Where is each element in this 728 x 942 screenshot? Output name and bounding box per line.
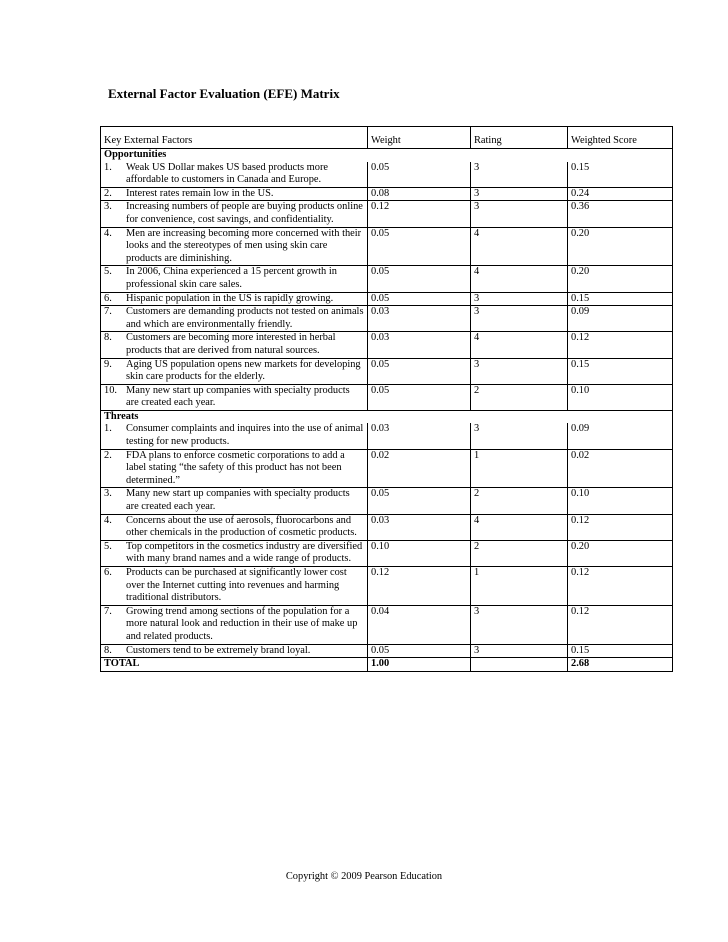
weight-cell: 0.03 <box>368 332 471 358</box>
total-weight: 1.00 <box>368 658 471 672</box>
factor-cell <box>101 227 368 266</box>
weight-cell: 0.03 <box>368 423 471 449</box>
rating-cell: 1 <box>471 567 568 606</box>
section-row-opportunities <box>101 149 673 162</box>
factor-cell <box>101 332 368 358</box>
factor-number: 3. <box>104 201 112 213</box>
rating-cell: 1 <box>471 449 568 488</box>
factor-cell <box>101 567 368 606</box>
section-label-threats: Threats <box>101 410 673 423</box>
factor-number: 3. <box>104 488 112 500</box>
total-rating <box>471 658 568 672</box>
weighted-score-cell: 0.15 <box>568 162 673 188</box>
weighted-score-cell: 0.15 <box>568 292 673 306</box>
factor-number: 1. <box>104 423 112 435</box>
rating-cell: 3 <box>471 292 568 306</box>
factor-number: 4. <box>104 514 112 526</box>
weighted-score-cell: 0.12 <box>568 567 673 606</box>
header-row <box>101 127 673 149</box>
factor-text: Customers are becoming more interested in herbal products that are derived from natural sources. <box>126 332 336 356</box>
factor-cell <box>101 605 368 644</box>
rating-cell: 3 <box>471 187 568 201</box>
weight-cell: 0.05 <box>368 266 471 292</box>
factor-text: In 2006, China experienced a 15 percent growth in professional skin care sales. <box>126 266 337 290</box>
weight-cell: 0.10 <box>368 540 471 566</box>
rating-cell: 3 <box>471 423 568 449</box>
factor-text: Concerns about the use of aerosols, fluorocarbons and other chemicals in the production of cosmetic products. <box>126 514 357 539</box>
factor-text: Weak US Dollar makes US based products more affordable to customers in Canada and Europe. <box>126 161 329 186</box>
opportunities-row <box>101 162 673 188</box>
factor-text: FDA plans to enforce cosmetic corporations to add a label stating “the safety of this product has not been determined.” <box>126 449 345 486</box>
rating-cell: 2 <box>471 540 568 566</box>
weight-cell: 0.05 <box>368 384 471 410</box>
threats-row <box>101 488 673 514</box>
factor-number: 5. <box>104 540 112 552</box>
total-label: TOTAL <box>101 658 368 672</box>
weighted-score-cell: 0.02 <box>568 449 673 488</box>
weight-cell: 0.05 <box>368 488 471 514</box>
header-weight: Weight <box>368 127 471 149</box>
weight-cell: 0.08 <box>368 187 471 201</box>
weight-cell: 0.02 <box>368 449 471 488</box>
copyright-footer: Copyright © 2009 Pearson Education <box>285 871 443 882</box>
opportunities-row <box>101 187 673 201</box>
header-weighted-score: Weighted Score <box>568 127 673 149</box>
weighted-score-cell: 0.12 <box>568 514 673 540</box>
header-rating: Rating <box>471 127 568 149</box>
factor-text: Customers tend to be extremely brand loyal. <box>126 644 311 656</box>
factor-text: Products can be purchased at significantly lower cost over the Internet cutting into revenues and harming traditional distributors. <box>126 567 347 604</box>
factor-text: Hispanic population in the US is rapidly growing. <box>126 292 334 304</box>
weighted-score-cell: 0.20 <box>568 266 673 292</box>
weighted-score-cell: 0.24 <box>568 187 673 201</box>
weighted-score-cell: 0.12 <box>568 332 673 358</box>
rating-cell: 2 <box>471 384 568 410</box>
total-weighted-score: 2.68 <box>568 658 673 672</box>
weight-cell: 0.05 <box>368 292 471 306</box>
weighted-score-cell: 0.10 <box>568 488 673 514</box>
opportunities-row <box>101 227 673 266</box>
rating-cell: 4 <box>471 514 568 540</box>
factor-number: 8. <box>104 332 112 344</box>
rating-cell: 3 <box>471 201 568 227</box>
opportunities-row <box>101 292 673 306</box>
weighted-score-cell: 0.15 <box>568 358 673 384</box>
weight-cell: 0.05 <box>368 358 471 384</box>
factor-number: 2. <box>104 449 112 461</box>
factor-cell <box>101 488 368 514</box>
factor-cell <box>101 266 368 292</box>
page-title: External Factor Evaluation (EFE) Matrix <box>108 86 340 101</box>
opportunities-row <box>101 384 673 410</box>
factor-cell <box>101 384 368 410</box>
factor-number: 2. <box>104 187 112 199</box>
factor-number: 4. <box>104 227 112 239</box>
total-row <box>101 658 673 672</box>
weight-cell: 0.12 <box>368 567 471 606</box>
opportunities-row <box>101 266 673 292</box>
factor-text: Growing trend among sections of the population for a more natural look and reduction in their use of make up and related products. <box>126 605 358 642</box>
rating-cell: 2 <box>471 488 568 514</box>
weighted-score-cell: 0.20 <box>568 227 673 266</box>
factor-number: 7. <box>104 605 112 617</box>
weight-cell: 0.12 <box>368 201 471 227</box>
weight-cell: 0.03 <box>368 306 471 332</box>
rating-cell: 3 <box>471 358 568 384</box>
factor-text: Many new start up companies with specialty products are created each year. <box>126 488 350 513</box>
threats-row <box>101 605 673 644</box>
factor-number: 6. <box>104 292 112 304</box>
weight-cell: 0.05 <box>368 227 471 266</box>
factor-cell <box>101 423 368 449</box>
weighted-score-cell: 0.15 <box>568 644 673 658</box>
factor-number: 10. <box>104 384 117 396</box>
factor-cell <box>101 187 368 201</box>
threats-row <box>101 514 673 540</box>
threats-row <box>101 567 673 606</box>
factor-cell <box>101 644 368 658</box>
threats-row <box>101 449 673 488</box>
rating-cell: 3 <box>471 605 568 644</box>
factor-text: Interest rates remain low in the US. <box>126 187 274 199</box>
factor-cell <box>101 449 368 488</box>
weighted-score-cell: 0.20 <box>568 540 673 566</box>
rating-cell: 3 <box>471 644 568 658</box>
factor-cell <box>101 540 368 566</box>
factor-number: 1. <box>104 161 112 173</box>
weight-cell: 0.04 <box>368 605 471 644</box>
weight-cell: 0.05 <box>368 162 471 188</box>
factor-cell <box>101 162 368 188</box>
factor-text: Customers are demanding products not tested on animals and which are environmentally friendly. <box>126 306 364 330</box>
factor-text: Aging US population opens new markets for developing skin care products for the elderly. <box>126 358 361 383</box>
rating-cell: 4 <box>471 227 568 266</box>
weight-cell: 0.03 <box>368 514 471 540</box>
threats-row <box>101 423 673 449</box>
rating-cell: 4 <box>471 266 568 292</box>
factor-number: 9. <box>104 358 112 370</box>
weighted-score-cell: 0.12 <box>568 605 673 644</box>
opportunities-row <box>101 306 673 332</box>
header-factors: Key External Factors <box>101 127 368 149</box>
factor-cell <box>101 514 368 540</box>
threats-row <box>101 644 673 658</box>
factor-number: 6. <box>104 567 112 578</box>
rating-cell: 3 <box>471 306 568 332</box>
opportunities-row <box>101 332 673 358</box>
factor-cell <box>101 292 368 306</box>
section-label-opportunities: Opportunities <box>101 149 673 162</box>
factor-cell <box>101 201 368 227</box>
weighted-score-cell: 0.09 <box>568 306 673 332</box>
factor-text: Top competitors in the cosmetics industry are diversified with many brand names and a wide range of products. <box>126 540 363 565</box>
factor-cell <box>101 306 368 332</box>
section-row-threats <box>101 410 673 423</box>
opportunities-row <box>101 358 673 384</box>
factor-text: Men are increasing becoming more concerned with their looks and the stereotypes of men using skin care products are diminishing. <box>126 227 362 264</box>
factor-text: Increasing numbers of people are buying products online for convenience, cost savings, and confidentiality. <box>126 201 363 225</box>
opportunities-row <box>101 201 673 227</box>
rating-cell: 3 <box>471 162 568 188</box>
factor-cell <box>101 358 368 384</box>
rating-cell: 4 <box>471 332 568 358</box>
weighted-score-cell: 0.09 <box>568 423 673 449</box>
factor-number: 8. <box>104 644 112 656</box>
weight-cell: 0.05 <box>368 644 471 658</box>
factor-number: 5. <box>104 266 112 278</box>
efe-matrix-table <box>100 126 673 672</box>
threats-row <box>101 540 673 566</box>
factor-text: Many new start up companies with specialty products are created each year. <box>126 384 350 409</box>
weighted-score-cell: 0.10 <box>568 384 673 410</box>
factor-number: 7. <box>104 306 112 318</box>
factor-text: Consumer complaints and inquires into the use of animal testing for new products. <box>126 423 364 448</box>
weighted-score-cell: 0.36 <box>568 201 673 227</box>
